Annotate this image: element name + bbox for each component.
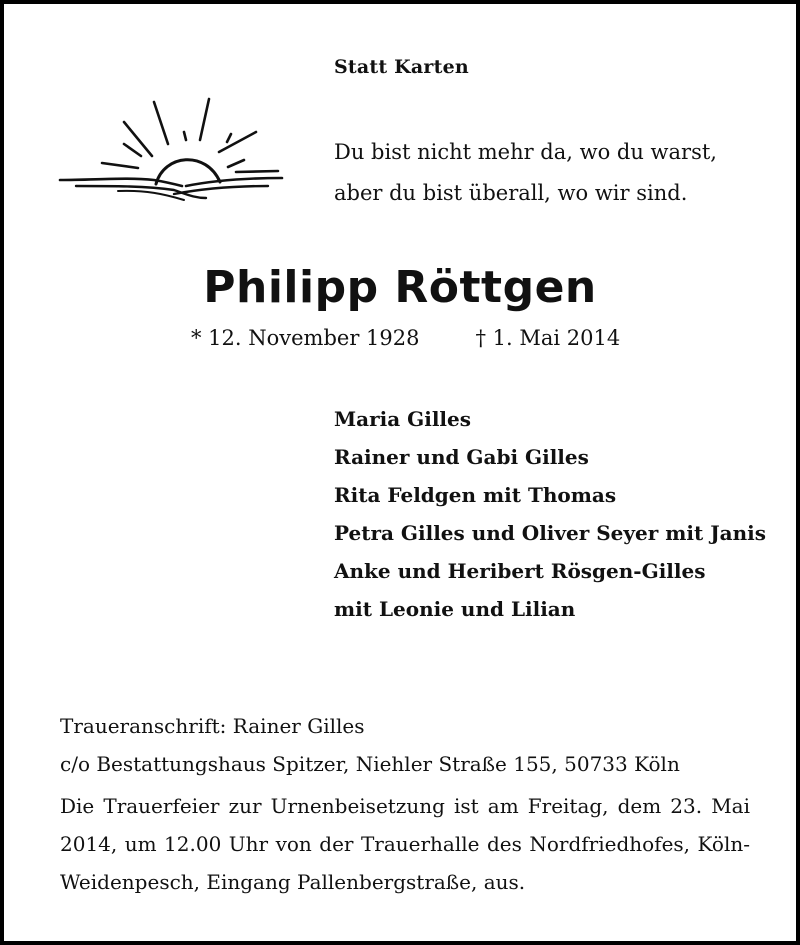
mourner: Maria Gilles bbox=[334, 407, 472, 431]
poem-line: Du bist nicht mehr da, wo du warst, bbox=[334, 140, 717, 164]
ceremony-info: Die Trauerfeier zur Urnenbeisetzung ist am Freitag, dem 23. Mai 2014, um 12.00 Uhr von der Trauerhalle des Nordfriedhofes, Köln-Weidenpesch, Eingang Pallenbergstraße, aus. bbox=[60, 794, 750, 894]
mourner: Rainer und Gabi Gilles bbox=[334, 445, 589, 469]
mourners-list bbox=[334, 400, 766, 628]
poem bbox=[334, 132, 717, 214]
birth-date: * 12. November 1928 bbox=[191, 326, 420, 350]
deceased-name: Philipp Röttgen bbox=[203, 262, 597, 313]
setting-sun-icon bbox=[56, 94, 288, 209]
notice-heading: Statt Karten bbox=[334, 56, 469, 78]
life-dates bbox=[191, 326, 620, 350]
poem-line: aber du bist überall, wo wir sind. bbox=[334, 181, 688, 205]
mourning-address: Traueranschrift: Rainer Gilles bbox=[60, 714, 365, 738]
death-date: † 1. Mai 2014 bbox=[475, 326, 621, 350]
funeral-home-address: c/o Bestattungshaus Spitzer, Niehler Straße 155, 50733 Köln bbox=[60, 752, 680, 776]
mourner: Anke und Heribert Rösgen-Gilles bbox=[334, 559, 706, 583]
footer bbox=[60, 707, 750, 901]
mourner: Petra Gilles und Oliver Seyer mit Janis bbox=[334, 521, 767, 545]
mourner: Rita Feldgen mit Thomas bbox=[334, 483, 617, 507]
mourner: mit Leonie und Lilian bbox=[334, 597, 576, 621]
